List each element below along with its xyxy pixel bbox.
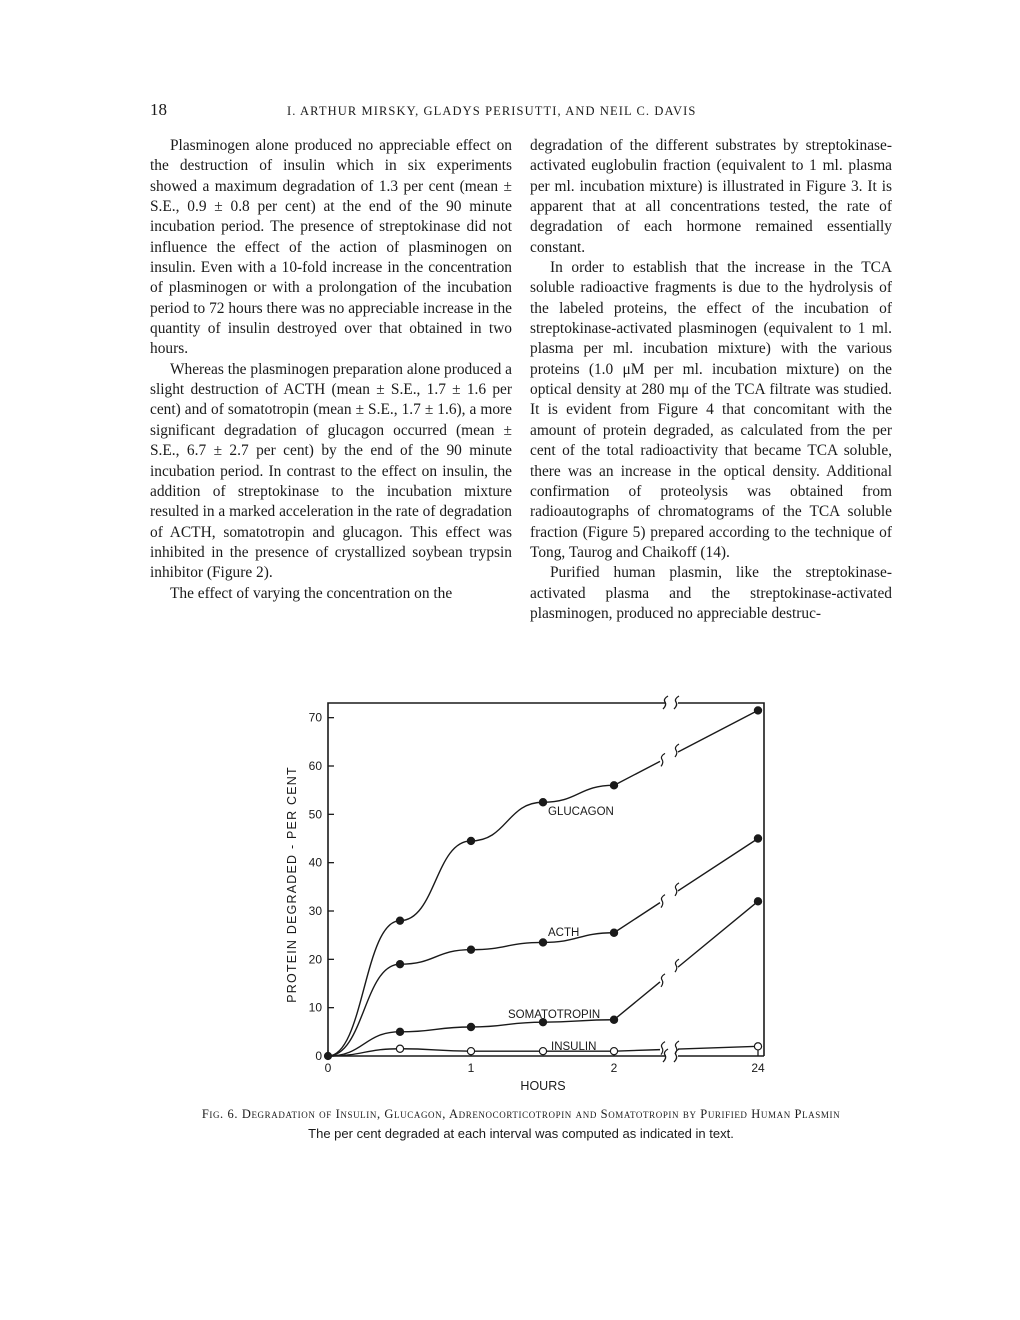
right-paragraph-1: degradation of the different substrates by streptokinase-activated euglobulin fraction (equivalent to 1 ml. plasma per ml. incubation mixture) is illustrated in Figure 3. It is apparent that at all concentrations tested, the rate of degradation of each hormone remained essentially constant. xyxy=(530,137,892,256)
acth-point xyxy=(539,939,546,946)
right-paragraph-3: Purified human plasmin, like the streptokinase-activated plasma and the streptokinase-activated plasminogen, produced no appreciable destruc- xyxy=(530,564,892,622)
x-tick-label: 2 xyxy=(610,1061,618,1075)
acth-point xyxy=(396,961,403,968)
glucagon-point xyxy=(396,917,403,924)
insulin-point xyxy=(467,1048,474,1055)
x-tick-label: 24 xyxy=(751,1061,765,1075)
acth-series-label: ACTH xyxy=(548,927,580,939)
insulin-series-label: INSULIN xyxy=(551,1041,597,1053)
insulin-segment-after-break xyxy=(678,1046,758,1049)
insulin-break-mark-b xyxy=(675,1041,679,1054)
y-tick-label: 70 xyxy=(308,710,322,725)
insulin-point xyxy=(754,1043,761,1050)
y-tick-label: 30 xyxy=(308,904,322,918)
y-tick-label: 0 xyxy=(315,1049,322,1063)
y-tick-label: 40 xyxy=(308,855,322,870)
glucagon-segment-before-break xyxy=(614,761,660,785)
insulin-segment-before-break xyxy=(614,1050,660,1052)
insulin-point xyxy=(610,1048,617,1055)
plot-frame-right xyxy=(678,703,764,1056)
glucagon-break-mark-a xyxy=(661,753,665,766)
acth-segment-after-break xyxy=(678,839,758,891)
left-paragraph-2: Whereas the plasminogen preparation alone produced a slight destruction of ACTH (mean ± S.E., 1.7 ± 1.6 per cent) and of somatotropin (mean ± S.E., 1.7 ± 1.6), a more significant degradation of glucagon occurred (mean ± S.E., 6.7 ± 2.7 per cent) by the end of the 90 minute incubation period. In contrast to the effect on insulin, the addition of streptokinase to the incubation mixture resulted in a marked acceleration in the rate of degradation of ACTH, somatotropin and glucagon. This effect was inhibited in the presence of crystallized soybean trypsin inhibitor (Figure 2). xyxy=(150,360,512,582)
x-tick-label: 1 xyxy=(467,1061,475,1075)
glucagon-break-mark-b xyxy=(675,744,679,757)
glucagon-point xyxy=(539,799,546,806)
somatotropin-break-mark-a xyxy=(661,974,665,987)
left-paragraph-1: Plasminogen alone produced no appreciable effect on the destruction of insulin which in six experiments showed a maximum degradation of 1.3 per cent (mean ± S.E., 0.9 ± 0.8 per cent) at the end of the 90 minute incubation period. The presence of streptokinase did not influence the effect of the action of plasminogen on insulin. Even with a 10-fold increase in the concentration of plasminogen or with a prolongation of the incubation period to 72 hours there was no appreciable increase in the quantity of insulin destroyed over that obtained in two hours. xyxy=(150,137,512,358)
glucagon-point xyxy=(754,707,761,714)
y-axis-title: PROTEIN DEGRADED - PER CENT xyxy=(285,766,299,1003)
glucagon-segment-after-break xyxy=(678,710,758,752)
degradation-chart xyxy=(270,690,790,1100)
acth-point xyxy=(754,835,761,842)
caption-note: The per cent degraded at each interval was computed as indicated in text. xyxy=(308,1126,734,1141)
somatotropin-segment-before-break xyxy=(614,982,660,1020)
somatotropin-point xyxy=(396,1028,403,1035)
figure-caption xyxy=(150,1105,892,1141)
x-tick-label: 0 xyxy=(324,1061,332,1075)
figure-6 xyxy=(270,690,790,1105)
glucagon-point xyxy=(610,782,617,789)
acth-point xyxy=(467,946,474,953)
glucagon-point xyxy=(467,837,474,844)
insulin-point xyxy=(539,1048,546,1055)
insulin-point xyxy=(396,1045,403,1052)
somatotropin-series-label: SOMATOTROPIN xyxy=(508,1009,601,1021)
acth-break-mark-b xyxy=(675,883,679,896)
y-tick-label: 20 xyxy=(308,952,322,967)
somatotropin-point xyxy=(610,1016,617,1023)
x-axis-title: HOURS xyxy=(520,1079,566,1093)
running-head: I. ARTHUR MIRSKY, GLADYS PERISUTTI, AND NEIL C. DAVIS xyxy=(287,104,697,118)
somatotropin-segment-after-break xyxy=(678,901,758,967)
left-column xyxy=(150,136,512,604)
somatotropin-point xyxy=(754,898,761,905)
acth-point xyxy=(610,929,617,936)
acth-break-mark-a xyxy=(661,895,665,908)
page-number: 18 xyxy=(150,100,167,119)
caption-title: Degradation of Insulin, Glucagon, Adrenocorticotropin and Somatotropin by Purified Human Plasmin xyxy=(241,1107,841,1121)
right-column xyxy=(530,136,892,624)
somatotropin-break-mark-b xyxy=(675,959,679,972)
caption-label: Fig. 6. xyxy=(201,1107,239,1121)
y-tick-label: 50 xyxy=(308,807,322,822)
plot-frame-left-top xyxy=(328,703,666,1056)
acth-segment-before-break xyxy=(614,903,660,933)
caption-title-line xyxy=(150,1105,892,1124)
y-tick-label: 10 xyxy=(308,1000,322,1015)
origin-point xyxy=(324,1052,331,1059)
glucagon-series-label: GLUCAGON xyxy=(548,806,614,818)
left-paragraph-3: The effect of varying the concentration on the xyxy=(170,584,453,602)
right-paragraph-2: In order to establish that the increase in the TCA soluble radioactive fragments is due to the hydrolysis of the labeled proteins, the effect of the incubation of streptokinase-activated plasminogen (equivalent to 1 ml. plasma per ml. incubation mixture) with the various proteins (1.0 μM per ml. incubation mixture) on the optical density at 280 mμ of the TCA filtrate was studied. It is evident from Figure 4 that concomitant with the amount of protein degraded, as calculated from the per cent of the total radioactivity that became TCA soluble, there was an increase in the optical density. Additional confirmation of proteolysis was obtained from radioautographs of chromatograms of the TCA soluble fraction (Figure 5) prepared according to the technique of Tong, Taurog and Chaikoff (14). xyxy=(530,259,892,561)
y-tick-label: 60 xyxy=(308,759,322,773)
somatotropin-point xyxy=(467,1023,474,1030)
